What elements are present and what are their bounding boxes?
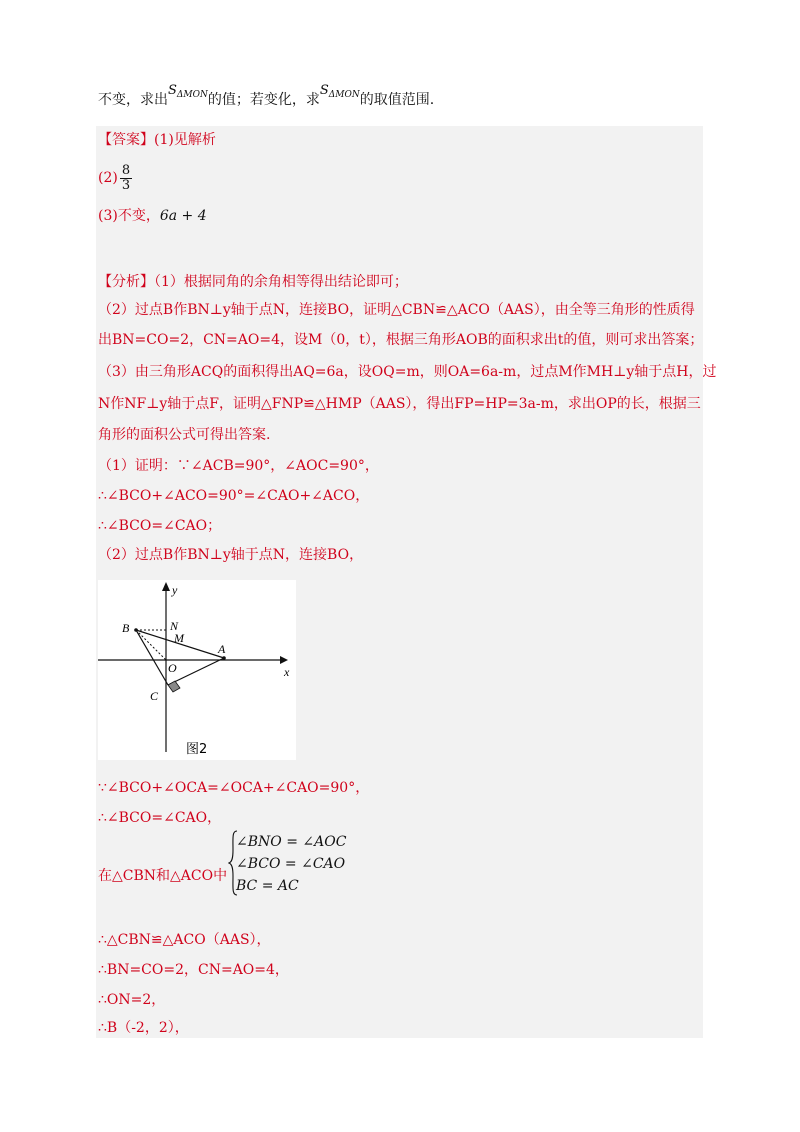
label-x: x [284, 665, 290, 679]
label-N: N [170, 619, 179, 633]
intro-text-1: 不变，求出 [98, 92, 168, 108]
intro-text-2: 的值；若变化，求 [207, 92, 320, 108]
equation-row-1: ∠BNO = ∠AOC [236, 834, 347, 850]
figure-svg [98, 580, 296, 760]
solution-line-4: （2）过点B作BN⊥y轴于点N，连接BO， [98, 547, 364, 563]
y-axis-arrow [162, 582, 170, 591]
label-B: B [122, 621, 130, 635]
area-subscript-2: ΔMON [328, 90, 360, 100]
label-O: O [168, 661, 177, 675]
point-A [222, 656, 226, 660]
intro-text-3: 的取值范围. [359, 92, 435, 108]
area-subscript: ΔMON [176, 90, 208, 100]
analysis-line-6: 角形的面积公式可得出答案. [98, 427, 271, 443]
analysis-label: 【分析】 [98, 274, 154, 290]
analysis-line-1: 【分析】（1）根据同角的余角相等得出结论即可； [98, 274, 408, 290]
answer-2: (2) $\frac{8}{3}$ [98, 162, 131, 193]
label-A: A [218, 642, 226, 656]
equation-row-3: BC = AC [236, 878, 299, 894]
solution-line-6: ∴∠BCO=∠CAO， [98, 810, 222, 826]
solution-line-5: ∵∠BCO+∠OCA=∠OCA+∠CAO=90°， [98, 780, 370, 796]
solution-line-11: ∴B（-2，2）， [98, 1020, 189, 1036]
analysis-line-5: N作NF⊥y轴于点F，证明△FNP≌△HMP（AAS），得出FP=HP=3a-m，求出OP的长，根据三 [98, 396, 701, 412]
analysis-line-3: 出BN=CO=2，CN=AO=4，设M（0，t），根据三角形AOB的面积求出t的值，则可求出答案； [98, 332, 704, 348]
solution-line-2: ∴∠BCO+∠ACO=90°=∠CAO+∠ACO， [98, 488, 370, 504]
intro-line [98, 83, 435, 115]
answer-3: (3)不变，6a + 4 [98, 208, 207, 224]
label-C: C [150, 689, 159, 703]
answer-1: 【答案】(1)见解析 [98, 132, 216, 148]
solution-line-3: ∴∠BCO=∠CAO； [98, 518, 222, 534]
fraction: $\frac{8}{3}$ [121, 162, 131, 193]
solution-line-8: ∴△CBN≌△ACO（AAS）， [98, 932, 271, 948]
geometry-figure [98, 580, 296, 760]
point-B [134, 628, 138, 632]
right-angle-mark [168, 681, 180, 692]
label-M: M [174, 631, 184, 645]
figure-caption: 图2 [186, 742, 208, 757]
equation-row-2: ∠BCO = ∠CAO [236, 856, 346, 872]
area-symbol: S [168, 83, 177, 98]
x-axis-arrow [280, 656, 288, 664]
analysis-line-4: （3）由三角形ACQ的面积得出AQ=6a，设OQ=m，则OA=6a-m，过点M作MH⊥y轴于点H，过 [98, 364, 717, 380]
solution-line-1: （1）证明：∵∠ACB=90°，∠AOC=90°， [98, 458, 379, 474]
area-symbol-2: S [319, 83, 329, 98]
label-y: y [172, 583, 178, 597]
solution-line-10: ∴ON=2， [98, 992, 166, 1008]
answer-label: 【答案】 [98, 132, 154, 148]
solution-line-7: 在△CBN和△ACO中 [98, 868, 228, 884]
analysis-line-2: （2）过点B作BN⊥y轴于点N，连接BO，证明△CBN≌△ACO（AAS），由全等三角形的性质得 [98, 302, 695, 318]
solution-line-9: ∴BN=CO=2，CN=AO=4， [98, 962, 289, 978]
